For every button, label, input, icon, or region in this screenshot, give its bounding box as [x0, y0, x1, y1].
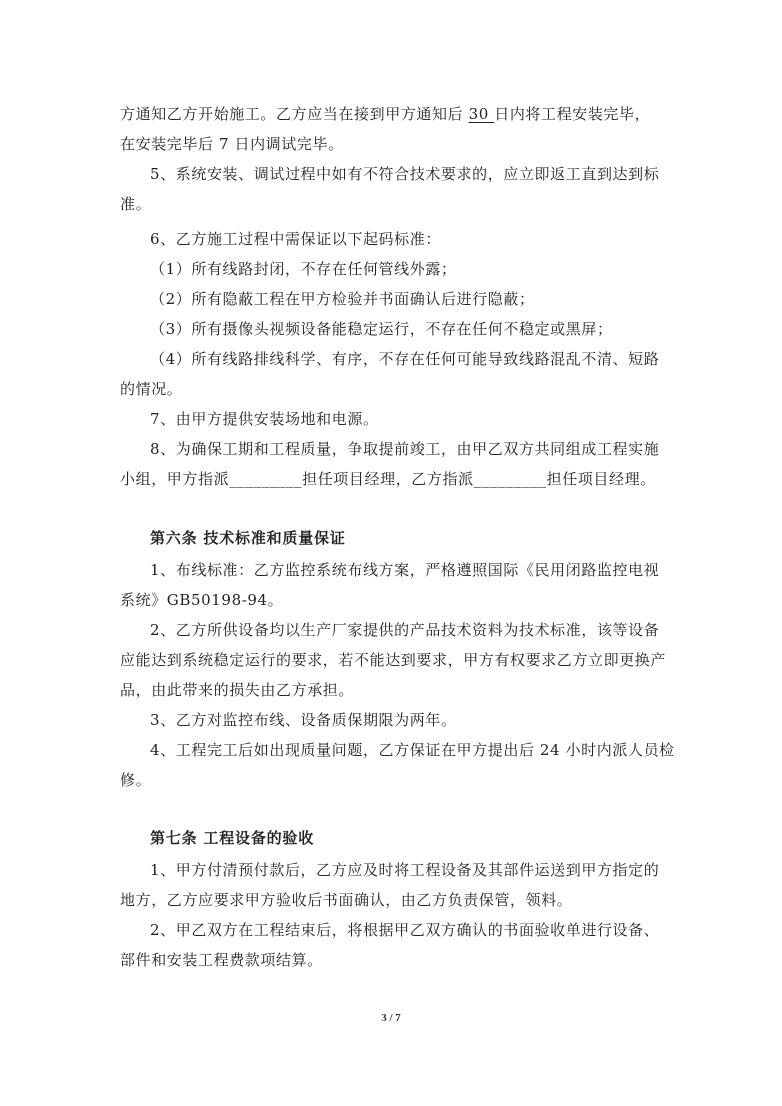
clause-8-line-1: 8、为确保工期和工程质量，争取提前竣工，由甲乙双方共同组成工程实施 [150, 440, 660, 458]
text-span: 小组，甲方指派 [120, 470, 230, 488]
text-span: 担任项目经理。 [546, 470, 656, 488]
sec6-clause-2-line-1: 2、乙方所供设备均以生产厂家提供的产品技术资料为技术标准，该等设备 [150, 621, 660, 639]
clause-6-item-4: （4）所有线路排线科学、有序，不存在任何可能导致线路混乱不清、短路 [150, 350, 660, 368]
sec7-clause-1-line-1: 1、甲方付清预付款后，乙方应及时将工程设备及其部件运送到甲方指定的 [150, 861, 660, 879]
sec7-clause-2-line-2: 部件和安装工程费款项结算。 [120, 951, 323, 969]
text-span: 方通知乙方开始施工。乙方应当在接到甲方通知后 [120, 105, 469, 123]
sec7-clause-2-line-1: 2、甲乙双方在工程结束后，将根据甲乙双方确认的书面验收单进行设备、 [150, 921, 660, 939]
section-6-heading: 第六条 技术标准和质量保证 [150, 529, 346, 547]
sec6-clause-4-line-1: 4、工程完工后如出现质量问题，乙方保证在甲方提出后 24 小时内派人员检 [150, 741, 675, 759]
blank-field: _________ [229, 470, 303, 488]
clause-7: 7、由甲方提供安装场地和电源。 [150, 410, 379, 428]
sec6-clause-2-line-3: 品，由此带来的损失由乙方承担。 [120, 681, 355, 699]
text-span: 担任项目经理，乙方指派 [302, 470, 474, 488]
clause-6-title: 6、乙方施工过程中需保证以下起码标准： [150, 230, 441, 248]
clause-8-line-2 [120, 469, 665, 489]
sec7-clause-1-line-2: 地方，乙方应要求甲方验收后书面确认，由乙方负责保管，领料。 [120, 891, 573, 909]
clause-6-item-3: （3）所有摄像头视频设备能稳定运行，不存在任何不稳定或黑屏； [150, 320, 613, 338]
clause-6-item-2: （2）所有隐蔽工程在甲方检验并书面确认后进行隐蔽； [150, 290, 535, 308]
sec6-clause-3: 3、乙方对监控布线、设备质保期限为两年。 [150, 711, 457, 729]
section-7-heading: 第七条 工程设备的验收 [150, 829, 315, 847]
page-number: 3 / 7 [381, 1012, 401, 1024]
clause-5-line-2: 准。 [120, 195, 152, 213]
clause-5-line-1: 5、系统安装、调试过程中如有不符合技术要求的，应立即返工直到达到标 [150, 165, 660, 183]
text-span: 日内将工程安装完毕， [494, 105, 651, 123]
clause-6-item-1: （1）所有线路封闭，不存在任何管线外露； [150, 260, 457, 278]
sec6-clause-2-line-2: 应能达到系统稳定运行的要求，若不能达到要求，甲方有权要求乙方立即更换产 [120, 651, 667, 669]
sec6-clause-1-line-2: 系统》GB50198-94。 [120, 591, 284, 609]
sec6-clause-4-line-2: 修。 [120, 771, 152, 789]
paragraph-line: 在安装完毕后 7 日内调试完毕。 [120, 135, 344, 153]
days-value: 30 [468, 105, 495, 123]
sec6-clause-1-line-1: 1、布线标准：乙方监控系统布线方案，严格遵照国际《民用闭路监控电视 [150, 561, 660, 579]
blank-field: _________ [473, 470, 547, 488]
clause-6-item-4-cont: 的情况。 [120, 380, 183, 398]
paragraph-line [120, 104, 665, 124]
